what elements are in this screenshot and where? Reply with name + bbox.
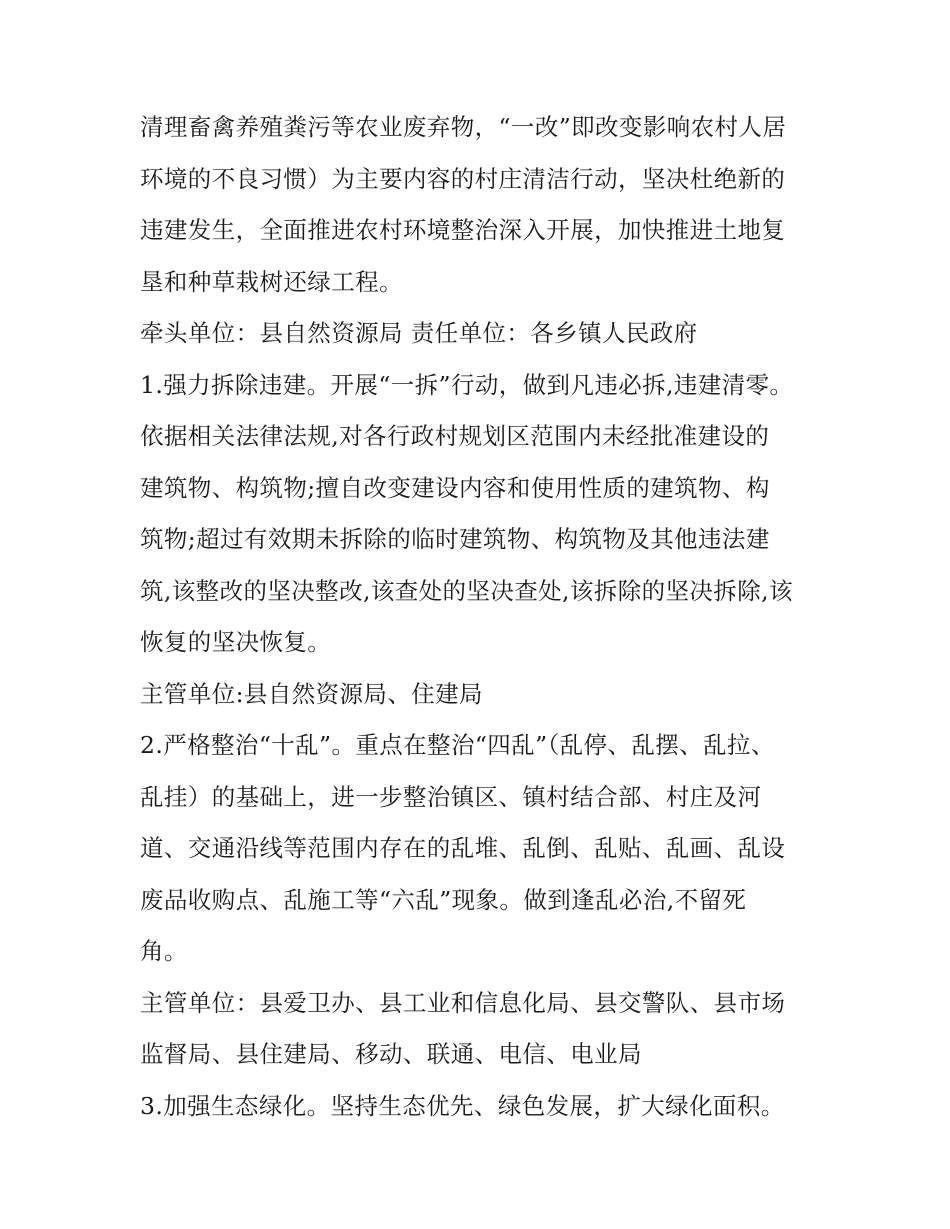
text-line: 违建发生，全面推进农村环境整治深入开展，加快推进土地复 xyxy=(140,216,786,244)
text-line: 建筑物、构筑物;擅自改变建设内容和使用性质的建筑物、构 xyxy=(140,473,770,502)
text-line: 依据相关法律法规,对各行政村规划区范围内未经批准建设的 xyxy=(140,422,770,450)
item-2-heading: 2.严格整治“十乱”。重点在整治“四乱”（乱停、乱摆、乱拉、 xyxy=(140,731,775,759)
text-line: 筑物;超过有效期未拆除的临时建筑物、构筑物及其他违法建 xyxy=(140,525,770,553)
text-line: 垦和种草栽树还绿工程。 xyxy=(140,267,403,296)
item-3-heading: 3.加强生态绿化。坚持生态优先、绿色发展，扩大绿化面积。 xyxy=(140,1091,785,1120)
text-line: 乱挂）的基础上，进一步整治镇区、镇村结合部、村庄及河 xyxy=(140,782,762,811)
responsible-unit-line: 主管单位：县爱卫办、县工业和信息化局、县交警队、县市场 xyxy=(140,988,786,1017)
text-line: 清理畜禽养殖粪污等农业废弃物，“一改”即改变影响农村人居 xyxy=(140,113,787,141)
lead-unit-line: 牵头单位：县自然资源局 责任单位：各乡镇人民政府 xyxy=(140,319,698,347)
text-line: 道、交通沿线等范围内存在的乱堆、乱倒、乱贴、乱画、乱设 xyxy=(140,834,786,862)
document-body xyxy=(140,102,830,1132)
item-1-heading: 1.强力拆除违建。开展“一拆”行动，做到凡违必拆,违建清零。 xyxy=(140,370,794,399)
text-line: 废品收购点、乱施工等“六乱”现象。做到逢乱必治,不留死 xyxy=(140,885,747,914)
text-line: 角。 xyxy=(140,937,188,965)
responsible-unit-line: 主管单位:县自然资源局、住建局 xyxy=(140,679,483,708)
text-line: 环境的不良习惯）为主要内容的村庄清洁行动，坚决杜绝新的 xyxy=(140,164,786,193)
text-line: 恢复的坚决恢复。 xyxy=(140,628,332,656)
text-line: 监督局、县住建局、移动、联通、电信、电业局 xyxy=(140,1040,642,1068)
text-line: 筑,该整改的坚决整改,该查处的坚决查处,该拆除的坚决拆除,该 xyxy=(140,576,793,605)
